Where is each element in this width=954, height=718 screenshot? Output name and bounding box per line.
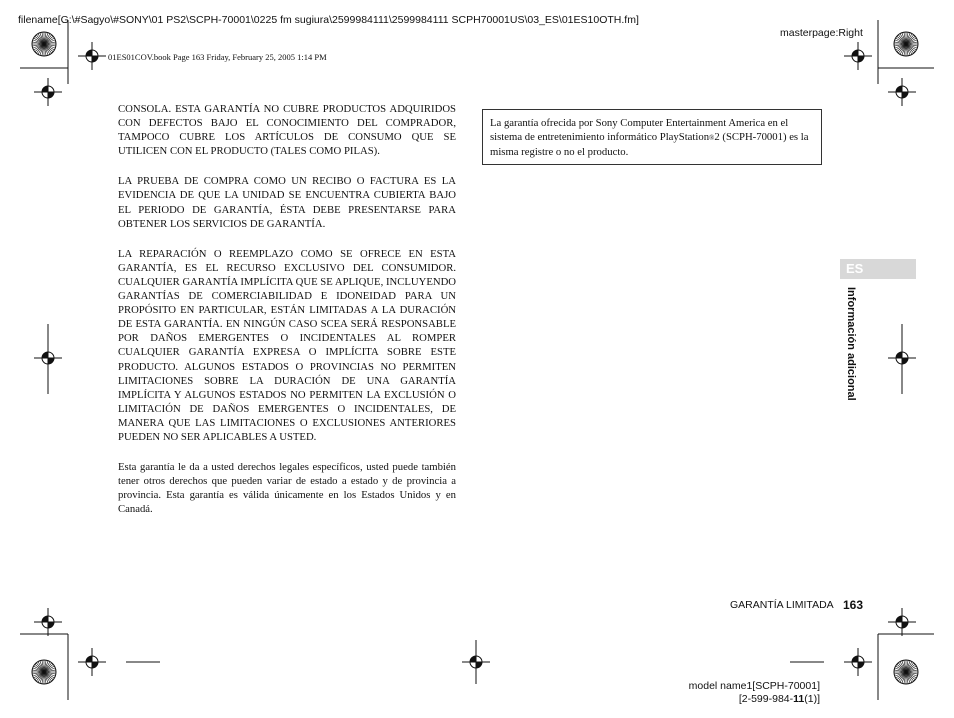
part-code-prefix: [2-599-984- [738,693,794,705]
registration-target [888,78,916,106]
footer-section-label: GARANTÍA LIMITADA [730,599,834,611]
language-tab [840,259,916,279]
model-info-block [660,680,820,706]
filename-header: filename[G:\#Sagyo\#SONY\01 PS2\SCPH-70001\0225 fm sugiura\2599984111\2599984111 SCPH70001US\03_ES\01ES10OTH.fm] [18,14,639,26]
starburst-mark [32,660,56,684]
paragraph-legal-rights: Esta garantía le da a usted derechos legales específicos, usted puede también tener otros derechos que pueden variar de estado a estado y de provincia a provincia. Esta garantía es válida únicamente en los Estados Unidos y en Canadá. [118,461,456,516]
registration-target [844,648,872,676]
notice-text-part2: 2 (SCPH-70001) es la misma registre o no el producto. [490,131,809,159]
section-side-title: Información adicional [845,287,857,401]
registration-target [34,78,62,106]
starburst-mark [894,660,918,684]
warranty-text-column [118,102,456,532]
registration-target [888,608,916,636]
masterpage-label: masterpage:Right [780,27,863,39]
model-name-line: model name1[SCPH-70001] [688,680,820,692]
language-tab-label: ES [846,261,864,276]
part-code-suffix: (1)] [804,693,820,705]
starburst-mark [894,32,918,56]
paragraph-exclusive-remedy: LA REPARACIÓN O REEMPLAZO COMO SE OFRECE EN ESTA GARANTÍA, ES EL RECURSO EXCLUSIVO DEL CONSUMIDOR. CUALQUIER GARANTÍA IMPLÍCITA QUE SE APLIQUE, INCLUYENDO GARANTÍAS DE COMERCIABILIDAD E IDONEIDAD PARA UN PROPÓSITO EN PARTICULAR, ESTÁN LIMITADAS A LA DURACIÓN DE ESTA GARANTÍA. EN NINGÚN CASO SCEA SERÁ RESPONSABLE POR DAÑOS EMERGENTES O INCIDENTALES AL ROMPER CUALQUIER GARANTÍA EXPRESA O IMPLÍCITA SOBRE ESTE PRODUCTO. ALGUNOS ESTADOS O PROVINCIAS NO PERMITEN LIMITACIONES SOBRE LA DURACIÓN DE UNA GARANTÍA IMPLÍCITA Y ALGUNOS ESTADOS NO PERMITEN LA EXCLUSIÓN O LIMITACIÓN DE DAÑOS EMERGENTES O INCIDENTALES, DE MANERA QUE LAS LIMITACIONES O EXCLUSIONES ANTERIORES PUEDEN NO SER APLICABLES A USTED. [118,247,456,443]
paragraph-proof-of-purchase: LA PRUEBA DE COMPRA COMO UN RECIBO O FACTURA ES LA EVIDENCIA DE QUE LA UNIDAD SE ENCUENTRA CUBIERTA BAJO EL PERIODO DE GARANTÍA, ÉSTA DEBE PRESENTARSE PARA OBTENER LOS SERVICIOS DE GARANTÍA. [118,175,456,230]
starburst-mark [32,32,56,56]
page-number: 163 [843,598,864,612]
registered-mark: ® [709,134,715,143]
notice-text-part1: La garantía ofrecida por Sony Computer Entertainment America en el sistema de entretenimiento informático PlayStation [490,117,789,144]
part-code-bold: 11 [793,693,805,705]
paragraph-consumables: CONSOLA. ESTA GARANTÍA NO CUBRE PRODUCTOS ADQUIRIDOS CON DEFECTOS BAJO EL CONOCIMIENTO DEL COMPRADOR, TAMPOCO CUBRE LOS ARTÍCULOS DE CONSUMO QUE SE UTILICEN CON EL PRODUCTO (TALES COMO PILAS). [118,103,456,158]
registration-target [34,608,62,636]
registration-target [78,648,106,676]
registration-target [844,42,872,70]
part-code-line [660,693,820,706]
warranty-notice-box [482,109,822,165]
registration-target [78,42,106,70]
book-info-line: 01ES01COV.book Page 163 Friday, February 25, 2005 1:14 PM [108,52,327,62]
